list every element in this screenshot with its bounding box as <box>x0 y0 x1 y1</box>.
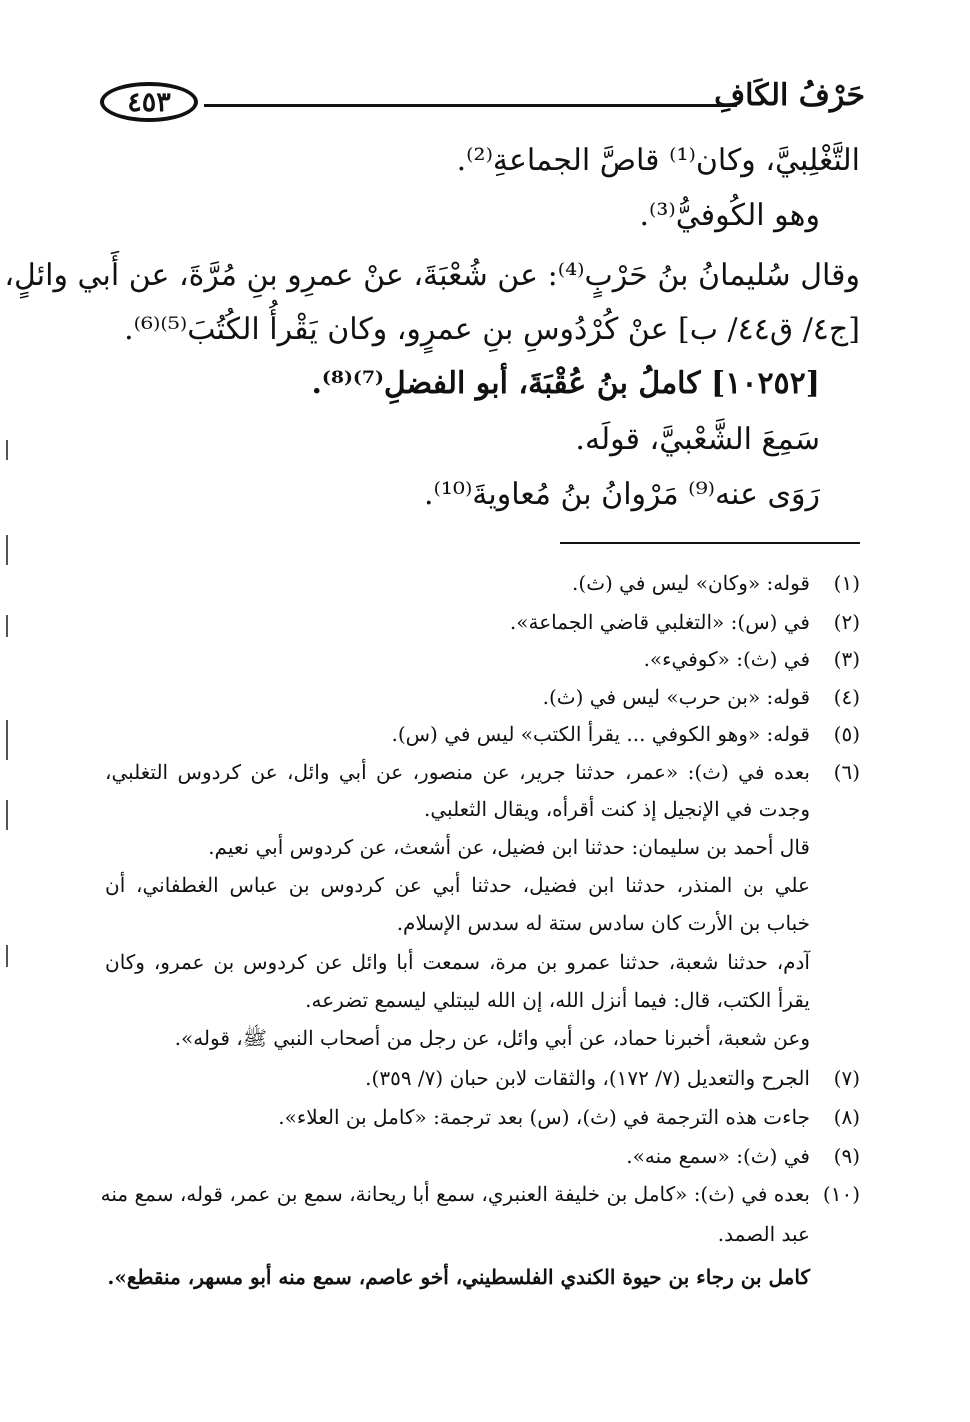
footnote-number: (٢) <box>833 610 860 634</box>
footnote-number: (١) <box>833 571 860 595</box>
scan-mark <box>6 800 8 830</box>
footnote-6-line-3: قال أحمد بن سليمان: حدثنا ابن فضيل، عن أشعث، عن كردوس أبي نعيم. <box>208 835 810 859</box>
footnote-text: بعده في (ث): «عمر، حدثنا جرير، عن منصور، عن أبي وائل، عن كردوس التغلبي، <box>105 760 810 784</box>
body-line-1: التَّغْلِبيَّ، وكان⁽¹⁾ قاصَّ الجماعةِ⁽²⁾. <box>456 143 860 178</box>
footnote-3 <box>644 647 860 671</box>
body-line-7: رَوَى عنه⁽⁹⁾ مَرْوانُ بنُ مُعاويةَ⁽¹⁰⁾. <box>423 477 820 512</box>
footnote-1 <box>572 571 860 595</box>
footnote-number: (٧) <box>833 1066 860 1090</box>
running-title: حَرْفُ الكَافِ <box>714 78 865 113</box>
footnote-6-line-4: علي بن المنذر، حدثنا ابن فضيل، حدثنا أبي عن كردوس بن عباس الغطفاني، أن <box>105 873 810 897</box>
footnote-text: قوله: «وكان» ليس في (ث). <box>572 571 810 595</box>
footnote-6-line-8: وعن شعبة، أخبرنا حماد، عن أبي وائل، عن رجل من أصحاب النبي ﷺ، قوله». <box>174 1026 810 1050</box>
body-line-4: [ج٤/ ق٤٤/ ب] عنْ كُرْدُوسِ بنِ عمرٍو، وكان يَقْرأُ الكُتُبَ⁽⁵⁾⁽⁶⁾. <box>124 312 860 347</box>
footnote-text: قوله: «بن حرب» ليس في (ث). <box>542 685 810 709</box>
footnote-6 <box>105 760 860 784</box>
scan-mark <box>6 945 8 967</box>
footnote-text: في (ث): «كوفيء». <box>643 647 810 671</box>
footnote-number: (٨) <box>833 1105 860 1129</box>
footnote-6-line-7: يقرأ الكتب، قال: فيما أنزل الله، إن الله ليبتلي ليسمع تضرعه. <box>305 988 810 1012</box>
footnote-number: (٣) <box>833 647 860 671</box>
scan-mark <box>6 535 8 565</box>
footnote-number: (٦) <box>833 760 860 784</box>
footnote-text: بعده في (ث): «كامل بن خليفة العنبري، سمع أبا ريحانة، سمع بن عمر، قوله، سمع منه <box>100 1182 810 1206</box>
footnote-9 <box>626 1144 860 1168</box>
footnote-rule <box>560 542 860 544</box>
footnote-text: في (ث): «سمع منه». <box>626 1144 810 1168</box>
footnote-8 <box>278 1105 860 1129</box>
scan-mark <box>6 440 8 460</box>
footnote-number: (٤) <box>833 685 860 709</box>
footnote-10 <box>100 1182 860 1206</box>
footnote-number: (٩) <box>833 1144 860 1168</box>
footnote-6-line-5: خباب بن الأرت كان سادس ستة له سدس الإسلام. <box>396 911 810 935</box>
header-rule <box>204 104 737 107</box>
footnote-text: في (س): «التغلبي قاضي الجماعة». <box>509 610 810 634</box>
footnote-text: الجرح والتعديل (٧/ ١٧٢)، والثقات لابن حبان (٧/ ٣٥٩). <box>365 1066 810 1090</box>
footnote-text: جاءت هذه الترجمة في (ث)، (س) بعد ترجمة: «كامل بن العلاء». <box>278 1105 810 1129</box>
entry-heading: [١٠٢٥٢] كاملُ بنُ عُقْبَةَ، أبو الفضلِ⁽⁷⁾⁽⁸⁾. <box>311 366 820 401</box>
footnote-5 <box>391 722 860 746</box>
body-line-2: وهو الكُوفيُّ⁽³⁾. <box>639 198 820 233</box>
footnote-7 <box>365 1066 860 1090</box>
footnote-10-line-2: عبد الصمد. <box>717 1222 810 1246</box>
scan-mark <box>6 720 8 760</box>
footnote-number: (٥) <box>833 722 860 746</box>
footnote-6-line-2: وجدت في الإنجيل إذ كنت أقرأه، ويقال الثعلبي. <box>424 797 810 821</box>
footnote-10-line-3: كامل بن رجاء بن حيوة الكندي الفلسطيني، أخو عاصم، سمع منه أبو مسهر، منقطع». <box>107 1265 810 1289</box>
scan-mark <box>6 615 8 637</box>
footnote-text: قوله: «وهو الكوفي ... يقرأ الكتب» ليس في (س). <box>391 722 810 746</box>
page-number-badge <box>100 82 198 122</box>
page-header <box>100 78 865 130</box>
footnote-2 <box>510 610 860 634</box>
body-line-6: سَمِعَ الشَّعْبيَّ، قولَه. <box>575 422 820 457</box>
footnote-6-line-6: آدم، حدثنا شعبة، حدثنا عمرو بن مرة، سمعت أبا وائل عن كردوس بن عمرو، وكان <box>105 950 810 974</box>
footnote-4 <box>543 685 860 709</box>
footnote-number: (١٠) <box>822 1182 860 1206</box>
page-number: ٤٥٣ <box>127 86 171 118</box>
body-line-3: وقال سُليمانُ بنُ حَرْبٍ⁽⁴⁾: عن شُعْبَةَ، عنْ عمرِو بنِ مُرَّةَ، عن أَبي وائلٍ، <box>4 258 860 293</box>
